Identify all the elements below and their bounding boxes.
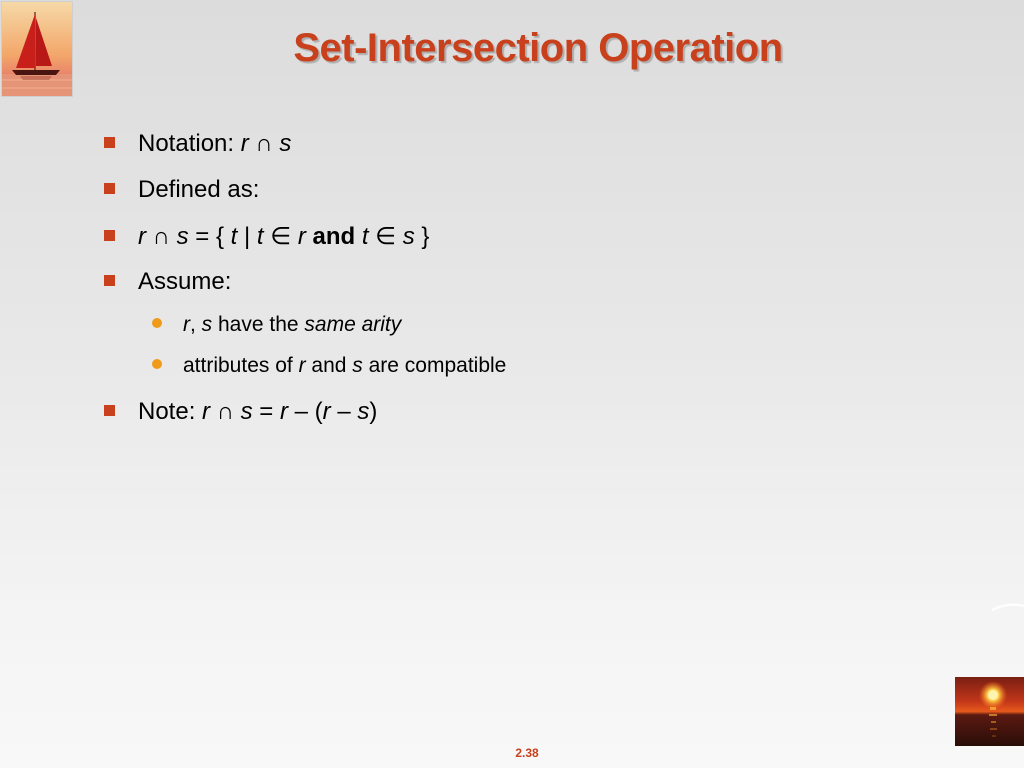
bullet-defined-as [104,176,259,204]
minus-open-paren: – ( [287,398,323,425]
bullet-definition [104,222,429,251]
var-r: r [298,354,306,377]
sub-bullet-compatible [152,354,506,378]
such-that-bar: | [237,223,257,250]
bullet-assume [104,268,231,296]
equals-sign: = [252,398,280,425]
round-bullet-icon [152,318,162,328]
var-r: r [202,398,211,425]
equals-brace: = { [188,223,231,250]
var-r: r [240,130,249,157]
var-r: r [279,398,288,425]
sub-bullet-same-arity [152,313,401,337]
bullet-notation [104,130,291,158]
minus-sign: – [330,398,358,425]
defined-as-text: Defined as: [138,176,260,203]
element-of-symbol: ∈ [263,223,298,250]
slide-title: Set-Intersection Operation [293,26,783,70]
square-bullet-icon [104,275,115,286]
compatible-text: are compatible [362,354,507,377]
square-bullet-icon [104,137,115,148]
swoosh-decoration-icon [990,600,1024,614]
var-s: s [201,313,213,336]
var-t: t [230,223,238,250]
square-bullet-icon [104,183,115,194]
and-text: and [305,354,353,377]
note-label: Note: [138,398,203,425]
bullet-note [104,398,377,426]
var-r: r [183,313,190,336]
element-of-symbol: ∈ [368,223,403,250]
attributes-of-text: attributes of [183,354,299,377]
var-s: s [176,223,189,250]
round-bullet-icon [152,359,162,369]
square-bullet-icon [104,405,115,416]
intersection-symbol: ∩ [146,223,177,250]
var-r: r [297,223,306,250]
notation-label: Notation: [138,130,241,157]
var-r: r [322,398,331,425]
have-the-text: have the [212,313,305,336]
var-s: s [279,130,292,157]
var-s: s [240,398,253,425]
square-bullet-icon [104,230,115,241]
page-number: 2.38 [515,746,539,760]
assume-text: Assume: [138,268,232,295]
intersection-symbol: ∩ [210,398,241,425]
same-arity-text: same arity [304,313,402,336]
intersection-symbol: ∩ [248,130,280,157]
and-keyword: and [305,223,362,250]
sunset-icon [955,677,1024,746]
var-s: s [402,223,415,250]
var-s: s [352,354,363,377]
var-s: s [357,398,370,425]
close-brace: } [414,223,430,250]
var-r: r [138,223,146,250]
close-paren: ) [369,398,378,425]
var-t: t [361,223,369,250]
var-t: t [256,223,264,250]
comma: , [190,313,202,336]
